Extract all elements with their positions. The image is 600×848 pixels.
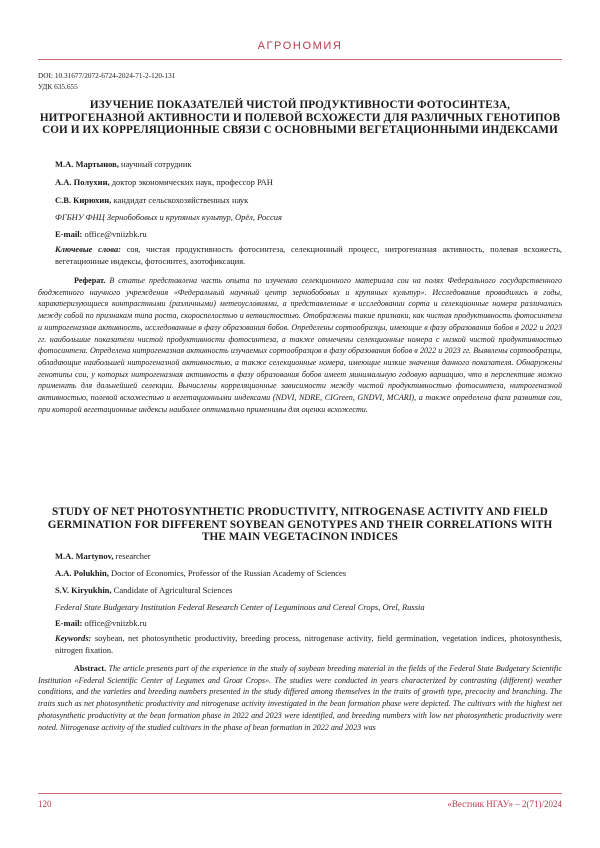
footer-divider — [38, 793, 562, 794]
en-keywords — [55, 633, 562, 656]
section-tag: АГРОНОМИЯ — [257, 40, 343, 52]
author-name: С.В. Кирюхин, — [55, 195, 112, 205]
author-name: M.A. Martynov, — [55, 551, 114, 561]
section-divider — [38, 59, 562, 60]
ru-institution: ФГБНУ ФНЦ Зернобобовых и крупяных культур, Орёл, Россия — [55, 212, 282, 222]
abstract-label: Реферат. — [74, 276, 106, 285]
ru-author-2 — [55, 177, 273, 188]
ru-author-1 — [55, 159, 192, 170]
ru-title: ИЗУЧЕНИЕ ПОКАЗАТЕЛЕЙ ЧИСТОЙ ПРОДУКТИВНОСТИ ФОТОСИНТЕЗА, НИТРОГЕНАЗНОЙ АКТИВНОСТИ И ПОЛЕВОЙ ВСХОЖЕСТИ ДЛЯ РАЗЛИЧНЫХ ГЕНОТИПОВ СОИ И ИХ КОРРЕЛЯЦИОННЫЕ СВЯЗИ С ОСНОВНЫМИ ВЕГЕТАЦИОННЫМИ ИНДЕКСАМИ — [39, 99, 561, 136]
page-number: 120 — [38, 799, 52, 809]
abstract-text: The article presents part of the experience in the study of soybean breeding material in the fields of the Federal State Budgetary Scientific Institution «Federal Scientific Center of Legumes and Groat Crops». The studies were conducted in years characterized by contrasting (different) weather conditions, and the varieties and breeding numbers presented in the study differed among themselves in the traits of growth type, precocity and branching. The traits such as net photosynthetic productivity and nitrogenase activity investigated in the bean formation phase were depicted. The cultivars with the highest net photosynthetic productivity at the bean formation phase in 2022 and 2023 were identified, and breeding numbers with low net photosynthetic productivity were noted. Nitrogenase activity of the studied cultivars in the phase of bean formation in 2022 and 2023 was — [38, 664, 562, 732]
en-institution: Federal State Budgetary Institution Federal Research Center of Leguminous and Cereal Crops, Orel, Russia — [55, 602, 425, 612]
author-role: researcher — [113, 551, 151, 561]
email-label: E-mail: — [55, 229, 83, 239]
author-role: Candidate of Agricultural Sciences — [111, 585, 233, 595]
ru-email — [55, 229, 147, 240]
en-author-2 — [55, 568, 346, 579]
ru-keywords — [55, 244, 562, 267]
author-role: кандидат сельскохозяйственных наук — [111, 195, 249, 205]
author-name: A.A. Polukhin, — [55, 568, 109, 578]
email-link[interactable]: office@vniizbk.ru — [82, 618, 147, 628]
keywords-label: Ключевые слова: — [55, 245, 121, 254]
keywords-text: soybean, net photosynthetic productivity, breeding process, nitrogenase activity, field germination, vegetation indices, photosynthesis, nitrogen fixation. — [55, 634, 562, 655]
ru-author-3 — [55, 195, 248, 206]
email-label: E-mail: — [55, 618, 83, 628]
keywords-label: Keywords: — [55, 634, 92, 643]
author-role: научный сотрудник — [118, 159, 192, 169]
en-abstract — [38, 663, 562, 733]
en-author-3 — [55, 585, 232, 596]
email-link[interactable]: office@vniizbk.ru — [82, 229, 147, 239]
abstract-text: В статье представлена часть опыта по изучению селекционного материала сои на полях Федерального государственного бюджетного научного учреждения «Федеральный научный центр зернобобовых и крупяных культур». Исследования проводились в годы, характеризующиеся контрастными (различными) метеоусловиями, а представленные в исследовании сорта и селекционные номера различались между собой по признакам типа роста, скороспелостью и ветвистостью. Отображены такие признаки, как чистая продуктивность фотосинтеза и нитрогеназная активность, исследованные в фазу образования бобов. Определены сортообразцы, имеющие в фазу образования бобов в 2022 и 2023 гг. наибольшие показатели чистой продуктивности фотосинтеза, а также отмечены селекционные номера с низкой чистой продуктивностью фотосинтеза. Определена нитрогеназная активность изучаемых сортообразцов в фазу образования бобов в 2022 и 2023 гг. Выявлены сортообразцы, обладающие наибольшей нитрогеназной активностью, а также селекционные номера, имеющие низкие значения данного показателя. Обнаружены генотипы сои, у которых нитрогеназная активность в фазу образования бобов имеет минимальную годовую вариацию, что в перспективе можно применить для дальнейшей селекции. Вычислены корреляционные зависимости между чистой продуктивностью фотосинтеза, нитрогеназной активностью, полевой всхожестью и вегетационными индексами (NDVI, NDRE, CIGreen, GNDVI, MCARI), а также определена фаза развития сои, при которой вегетационные индексы наиболее оптимально применимы для оценки всхожести. — [38, 276, 562, 414]
keywords-text: соя, чистая продуктивность фотосинтеза, селекционный процесс, нитрогеназная активность, полевая всхожесть, вегетационные индексы, фотосинтез, азотофиксация. — [55, 245, 562, 266]
udk: УДК 635.655 — [38, 82, 78, 91]
author-role: Doctor of Economics, Professor of the Russian Academy of Sciences — [108, 568, 347, 578]
abstract-label: Abstract. — [74, 664, 107, 673]
en-email — [55, 618, 147, 629]
author-role: доктор экономических наук, профессор РАН — [109, 177, 273, 187]
en-title: STUDY OF NET PHOTOSYNTHETIC PRODUCTIVITY, NITROGENASE ACTIVITY AND FIELD GERMINATION FOR DIFFERENT SOYBEAN GENOTYPES AND THEIR CORRELATIONS WITH THE MAIN VEGETACINON INDICES — [47, 506, 553, 543]
doi[interactable]: DOI: 10.31677/2072-6724-2024-71-2-120-131 — [38, 71, 176, 80]
author-name: S.V. Kiryukhin, — [55, 585, 112, 595]
author-name: М.А. Мартынов, — [55, 159, 119, 169]
en-author-1 — [55, 551, 151, 562]
author-name: А.А. Полухин, — [55, 177, 110, 187]
ru-abstract — [38, 275, 562, 415]
journal-issue: «Вестник НГАУ» – 2(71)/2024 — [447, 799, 562, 809]
